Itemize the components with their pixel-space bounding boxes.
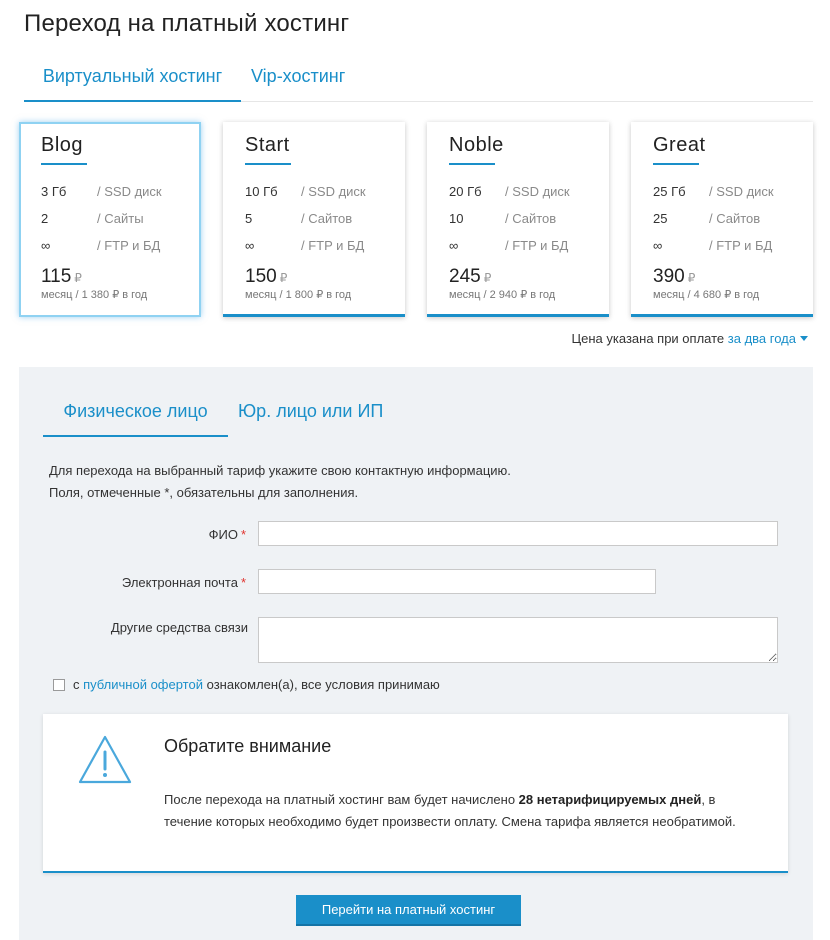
email-label	[122, 575, 246, 590]
hosting-tabs	[24, 56, 813, 102]
plan-spec-value: 25	[653, 211, 668, 226]
offer-agreement	[53, 677, 440, 692]
ruble-sign: ₽	[483, 271, 492, 285]
warning-icon	[77, 734, 133, 786]
plan-spec-label: / SSD диск	[97, 184, 162, 199]
ruble-sign: ₽	[74, 271, 82, 285]
plan-price	[41, 266, 82, 288]
notice-box	[43, 714, 788, 873]
plan-card-great[interactable]	[631, 122, 813, 317]
billing-period-value: за два года	[727, 331, 796, 346]
plan-spec-value: ∞	[245, 238, 255, 253]
plan-period: месяц / 1 800 ₽ в год	[245, 289, 352, 301]
tab-vip-hosting[interactable]: Vip-хостинг	[251, 66, 346, 86]
plan-price	[245, 266, 287, 288]
plan-name-underline	[449, 163, 495, 165]
form-intro	[49, 460, 511, 504]
intro-line: Для перехода на выбранный тариф укажите свою контактную информацию.	[49, 463, 511, 478]
tab-virtual-hosting[interactable]: Виртуальный хостинг	[24, 56, 241, 102]
billing-period-dropdown[interactable]	[728, 331, 808, 346]
intro-line: Поля, отмеченные *, обязательны для заполнения.	[49, 485, 359, 500]
plan-spec-value: 10	[449, 211, 464, 226]
ruble-sign: ₽	[279, 271, 288, 285]
submit-button[interactable]: Перейти на платный хостинг	[296, 895, 521, 926]
plan-card-blog[interactable]	[19, 122, 201, 317]
tab-legal-entity[interactable]: Юр. лицо или ИП	[238, 401, 384, 421]
public-offer-link[interactable]: публичной офертой	[83, 677, 203, 692]
plan-spec-value: 5	[245, 211, 253, 226]
plan-name: Noble	[449, 134, 504, 156]
plan-spec-value: ∞	[449, 238, 459, 253]
notice-text-after: , в течение которых необходимо будет произвести оплату. Смена тарифа является необратимой.	[164, 792, 736, 829]
other-contacts-label: Другие средства связи	[110, 620, 248, 635]
plan-spec-value: 25 Гб	[653, 184, 686, 199]
plan-spec-label: / SSD диск	[301, 184, 366, 199]
plan-spec-label: / Сайты	[97, 211, 144, 226]
ruble-sign: ₽	[687, 271, 696, 285]
plan-spec-value: 10 Гб	[245, 184, 278, 199]
plan-spec-label: / FTP и БД	[709, 238, 773, 253]
email-label-text: Электронная почта	[121, 575, 238, 590]
plan-spec-value: 2	[41, 211, 49, 226]
agree-suffix: ознакомлен(а), все условия принимаю	[206, 677, 440, 692]
notice-text-before: После перехода на платный хостинг вам будет начислено	[164, 792, 516, 807]
plan-name-underline	[653, 163, 699, 165]
plan-name-underline	[41, 163, 87, 165]
email-input[interactable]	[258, 569, 656, 594]
plan-spec-label: / Сайтов	[301, 211, 353, 226]
plan-spec-value: 3 Гб	[41, 184, 67, 199]
other-contacts-textarea[interactable]	[258, 617, 778, 663]
plan-spec-label: / FTP и БД	[505, 238, 569, 253]
required-mark: *	[240, 527, 246, 542]
plan-spec-label: / Сайтов	[709, 211, 761, 226]
page-title: Переход на платный хостинг	[24, 10, 350, 37]
price-note-text: Цена указана при оплате	[571, 331, 725, 346]
plan-name-underline	[245, 163, 291, 165]
fio-label-text: ФИО	[208, 527, 238, 542]
contact-form-panel	[19, 367, 813, 940]
caret-down-icon	[800, 336, 808, 341]
price-note	[572, 331, 808, 346]
required-mark: *	[240, 575, 246, 590]
offer-checkbox[interactable]	[53, 679, 65, 691]
plan-name: Great	[653, 134, 706, 156]
plan-price	[449, 266, 491, 288]
plan-card-noble[interactable]	[427, 122, 609, 317]
notice-text	[164, 789, 754, 833]
agree-prefix: с	[73, 677, 80, 692]
notice-text-bold: 28 нетарифицируемых дней	[518, 792, 702, 807]
fio-label	[209, 527, 246, 542]
plan-period: месяц / 2 940 ₽ в год	[449, 289, 556, 301]
plan-spec-label: / FTP и БД	[97, 238, 161, 253]
plan-spec-value: ∞	[41, 238, 51, 253]
plan-spec-value: ∞	[653, 238, 663, 253]
plan-period: месяц / 4 680 ₽ в год	[653, 289, 760, 301]
plan-spec-label: / SSD диск	[505, 184, 570, 199]
plan-period: месяц / 1 380 ₽ в год	[41, 289, 148, 301]
notice-title: Обратите внимание	[164, 736, 332, 756]
plan-name: Blog	[41, 134, 84, 156]
plan-spec-label: / FTP и БД	[301, 238, 365, 253]
plan-price-value: 150	[245, 266, 277, 287]
plan-spec-value: 20 Гб	[449, 184, 482, 199]
plan-price	[653, 266, 695, 288]
plan-name: Start	[245, 134, 290, 156]
plan-price-value: 115	[41, 266, 72, 287]
plan-card-start[interactable]	[223, 122, 405, 317]
plan-price-value: 245	[449, 266, 481, 287]
tab-individual[interactable]: Физическое лицо	[43, 394, 228, 437]
person-type-tabs	[43, 394, 789, 437]
plan-price-value: 390	[653, 266, 685, 287]
plan-spec-label: / SSD диск	[709, 184, 774, 199]
fio-input[interactable]	[258, 521, 778, 546]
plan-spec-label: / Сайтов	[505, 211, 557, 226]
